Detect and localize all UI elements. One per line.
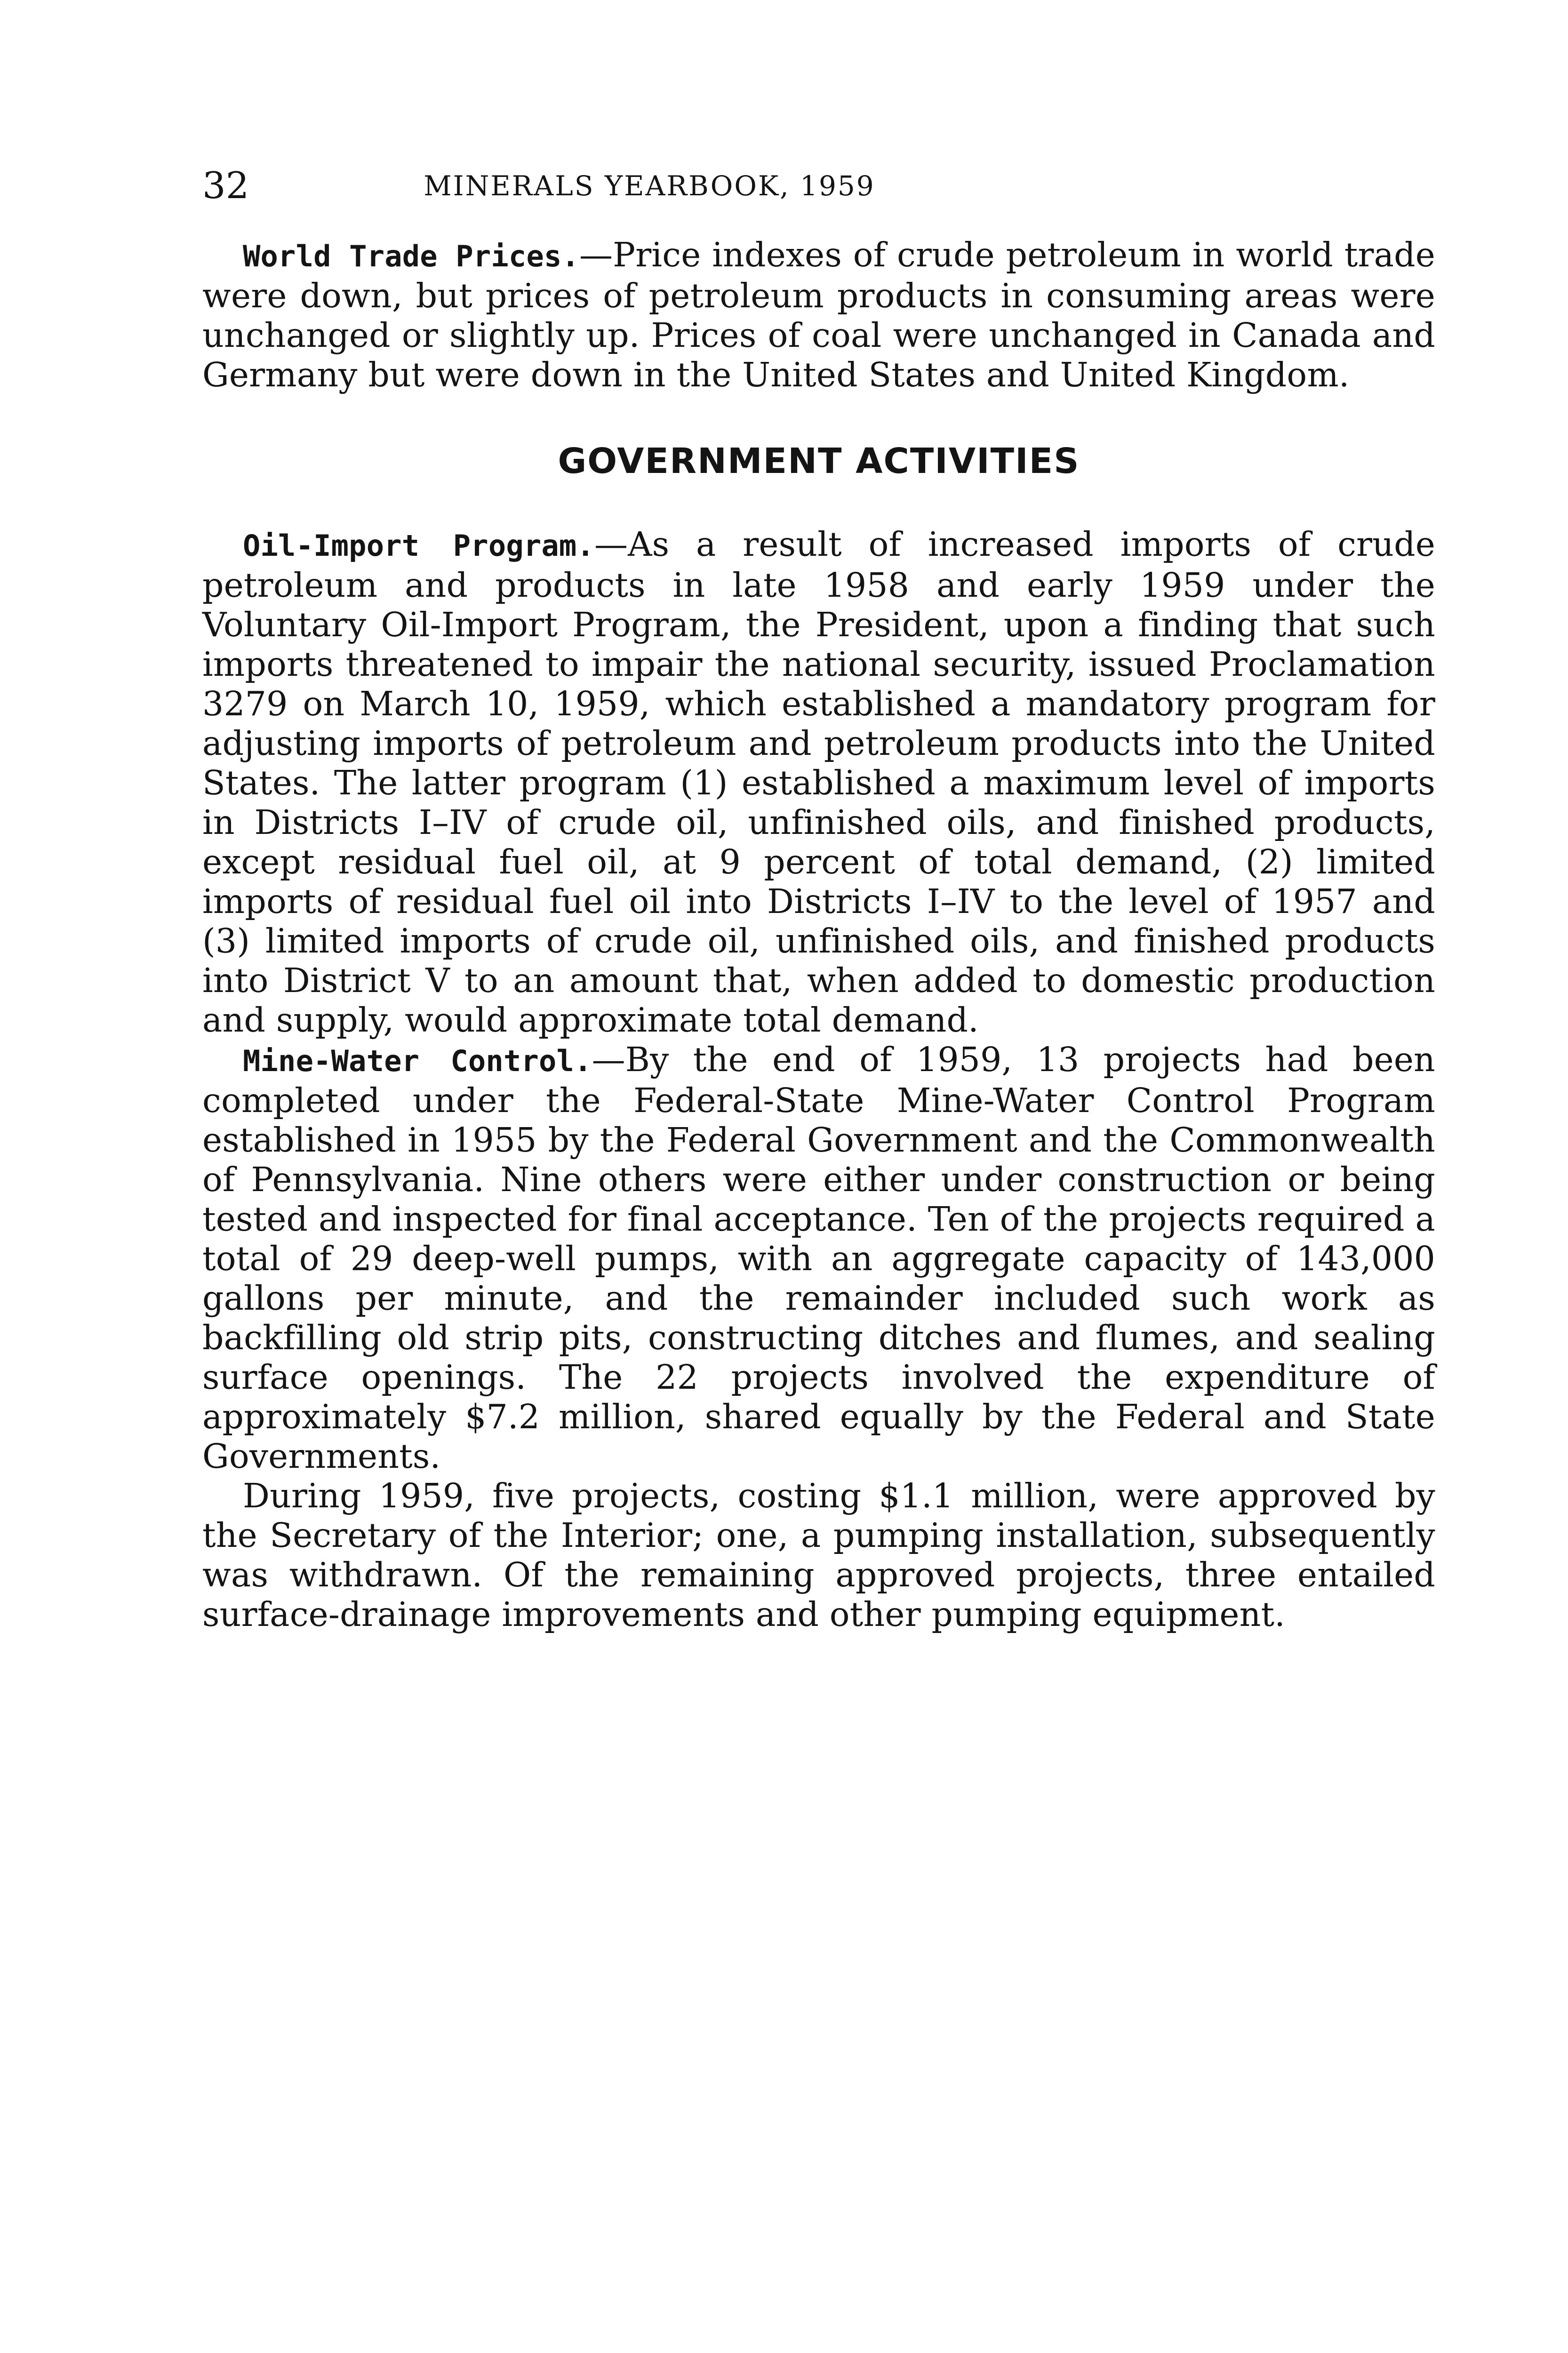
world-trade-prices-heading: World Trade Prices. bbox=[243, 239, 580, 273]
world-trade-prices-paragraph bbox=[202, 235, 1435, 395]
oil-import-text: —As a result of increased imports of crude petroleum and products in late 1958 and early 1959 under the Voluntary Oil-Import Program, the President, upon a finding that such imports threatened to impair the national security, issued Proclamation 3279 on March 10, 1959, which established a mandatory program for adjusting imports of petroleum and petroleum products into the United States. The latter program (1) established a maximum level of imports in Districts I–IV of crude oil, unfinished oils, and finished products, except residual fuel oil, at 9 percent of total demand, (2) limited imports of residual fuel oil into Districts I–IV to the level of 1957 and (3) limited imports of crude oil, unfinished oils, and finished products into District V to an amount that, when added to domestic production and supply, would approximate total demand. bbox=[202, 525, 1435, 1040]
page-number: 32 bbox=[202, 165, 249, 207]
section-title: GOVERNMENT ACTIVITIES bbox=[558, 441, 1080, 481]
running-head: MINERALS YEARBOOK, 1959 bbox=[424, 170, 875, 202]
oil-import-heading: Oil-Import Program. bbox=[243, 528, 594, 563]
mine-water-heading: Mine-Water Control. bbox=[243, 1044, 592, 1078]
body-text bbox=[202, 235, 1435, 1634]
world-trade-prices-text: —Price indexes of crude petroleum in world trade were down, but prices of petroleum products in consuming areas were unchanged or slightly up. Prices of coal were unchanged in Canada and Germany but were down in the United States and United Kingdom. bbox=[202, 235, 1435, 394]
closing-paragraph: During 1959, five projects, costing $1.1 million, were approved by the Secretary of the Interior; one, a pumping installation, subsequently was withdrawn. Of the remaining approved projects, three entailed surface-drainage improvements and other pumping equipment. bbox=[202, 1476, 1435, 1634]
page-header bbox=[202, 160, 1096, 212]
mine-water-paragraph bbox=[202, 1040, 1435, 1476]
oil-import-paragraph bbox=[202, 525, 1435, 1040]
mine-water-text: —By the end of 1959, 13 projects had been completed under the Federal-State Mine-Water Control Program established in 1955 by the Federal Government and the Commonwealth of Pennsylvania. Nine others were either under construction or being tested and inspected for final acceptance. Ten of the projects required a total of 29 deep-well pumps, with an aggregate capacity of 143,000 gallons per minute, and the remainder included such work as backfilling old strip pits, constructing ditches and flumes, and sealing surface openings. The 22 projects involved the expenditure of approximately $7.2 million, shared equally by the Federal and State Governments. bbox=[202, 1040, 1435, 1476]
